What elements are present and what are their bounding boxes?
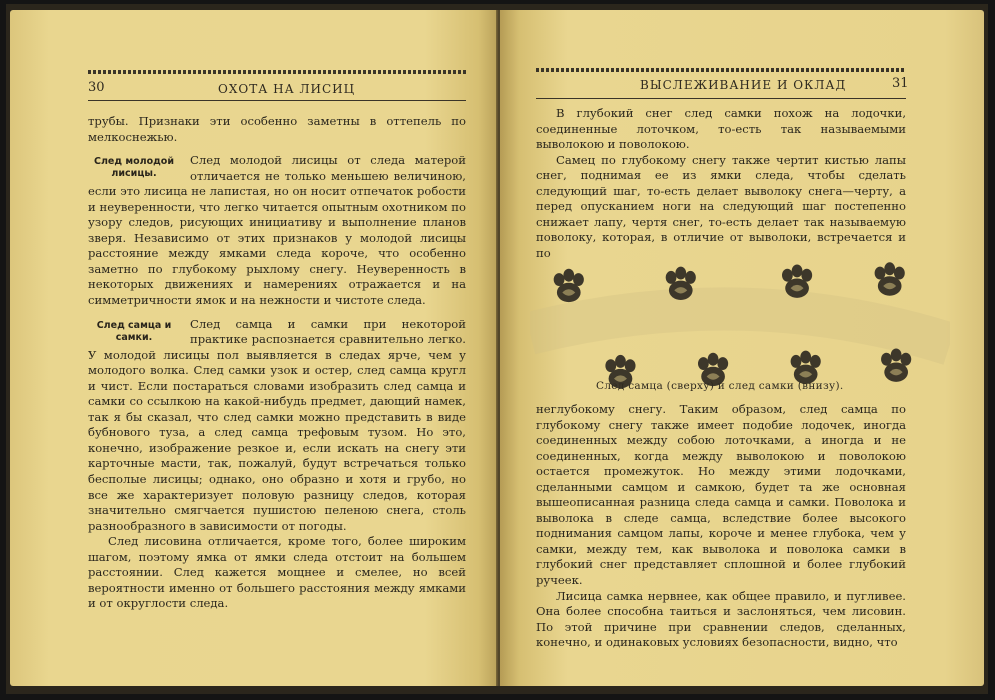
header-rule [536, 98, 906, 99]
running-head: ОХОТА НА ЛИСИЦ [218, 82, 356, 96]
sidehead-young-fox: След молодой лисицы. [94, 156, 174, 180]
paw-print-icon [875, 262, 905, 295]
paw-print-icon [554, 269, 584, 302]
paragraph: неглубокому снегу. Таким образом, след самца по глубокому снегу также имеет подобие лодочек, иногда соединенных между собою лоточками, а иногда и не соединенных, когда между выволокою и поволокою остается промежуток. Но между этими лодочками, сделанными самцом и самкою, будет та же основная вышеописанная разница следа самца и самки. Поволока и выволока в следе самца, вследствие более высокого поднимания самцом лапы, короче и менее глубока, чем у самки, между тем, как выволока и поволока самки в глубокий снег представляет сплошной и более глубокий ручеек. [536, 402, 906, 588]
figure-caption: След самца (сверху) и след самки (внизу). [596, 380, 844, 392]
paw-print-icon [791, 351, 821, 384]
page-number: 31 [892, 76, 909, 91]
right-body-bottom [536, 402, 906, 651]
header-dotted-rule [88, 70, 466, 74]
section-young-fox [88, 153, 466, 308]
page-number: 30 [88, 80, 105, 95]
header-rule [88, 100, 466, 101]
paragraph: Лисица самка нервнее, как общее правило, и пугливее. Она более способна таиться и заслоняться, чем лисовин. По этой причине при сравнении следов, сделанных, конечно, и одинаковых условиях безопасности, видно, что [536, 588, 906, 650]
left-body [88, 114, 466, 612]
running-head: ВЫСЛЕЖИВАНИЕ И ОКЛАД [640, 78, 847, 92]
sidehead-male-female: След самца и самки. [96, 319, 172, 343]
left-page [10, 10, 498, 686]
right-body-top [536, 106, 906, 261]
section-male-female [88, 317, 466, 535]
intro-paragraph: трубы. Признаки эти особенно заметны в оттепель по мелкоснежью. [88, 114, 466, 144]
section-text: След самца и самки при некоторой практике распознается сравнительно легко. У молодой лисицы пол выявляется в следах ярче, чем у молодого волка. След самки узок и остер, след самца кругл и чист. Если постараться словами изобразить след самца и самки со ссылкою на какой-нибудь предмет, дающий намек, так я бы сказал, что след самки можно представить в виде бубнового туза, а след самца трефовым тузом. Но это, конечно, изображение резкое и, если искать на снегу эти карточные масти, так, пожалуй, будут встречаться только бесполые лисицы; однако, оно образно и хотя и грубо, но все же характеризует половую разницу следов, которая значительно смягчается пушистою пеленою снега, столь разнообразного в зависимости от погоды. [88, 316, 466, 533]
paragraph: Самец по глубокому снегу также чертит кистью лапы снег, поднимая ее из ямки следа, чтобы сделать следующий шаг, то-есть делает выволоку снега—черту, а перед опусканием ноги на следующий шаг постепенно снижает лапу, чертя снег, то-есть делает так называемую поволоку, которая, в отличие от выволоки, встречается и по [536, 152, 906, 260]
paragraph: В глубокий снег след самки похож на лодочки, соединенные лоточком, то-есть так называемыми выволокою и поволокою. [536, 106, 906, 152]
header-dotted-rule [536, 68, 906, 72]
closing-paragraph: След лисовина отличается, кроме того, более широким шагом, поэтому ямка от ямки следа отстоит на большем расстоянии. След кажется мощнее и смелее, но всей вероятности именно от большего расстояния между ямками и от округлости следа. [88, 534, 466, 611]
right-page [500, 10, 984, 686]
section-text: След молодой лисицы от следа матерой отличается не только меньшею величиною, если это лисица не лапистая, но он носит отпечаток робости и неуверенности, что легко читается опытным охотником по узору следов, рисующих инициативу и выполнение планов зверя. Независимо от этих признаков у молодой лисицы расстояние между ямками следа короче, что особенно заметно по глубокому рыхлому снегу. Неуверенность в некоторых движениях и намерениях отражается и на симметричности ямок и на нежности и чистоте следа. [88, 153, 466, 308]
paw-print-icon [881, 348, 911, 381]
